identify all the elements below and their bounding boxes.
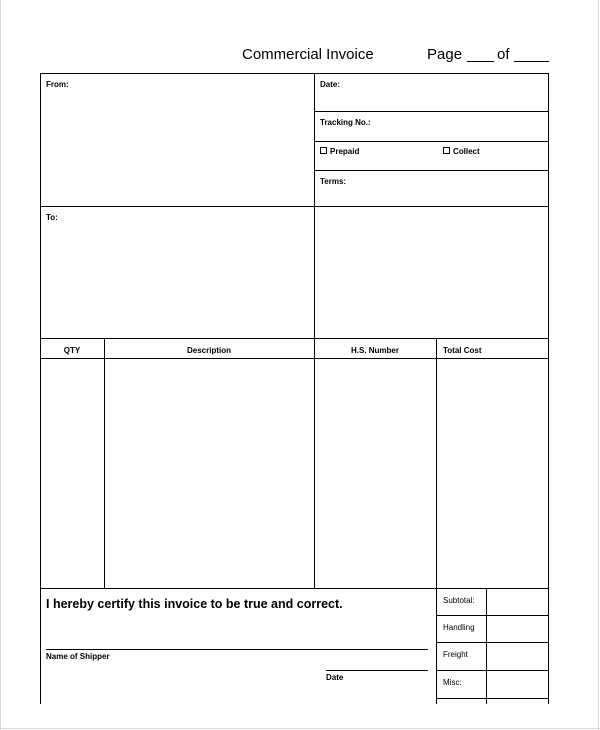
page-label: Page xyxy=(427,46,463,63)
collect-label: Collect xyxy=(453,147,480,156)
misc-label: Misc: xyxy=(443,678,462,687)
to-section-divider xyxy=(40,338,549,339)
form-top-border xyxy=(40,73,549,74)
page-total-blank[interactable] xyxy=(514,61,549,62)
form-right-border xyxy=(548,73,549,704)
form-left-border xyxy=(40,73,41,704)
from-label: From: xyxy=(46,80,69,89)
table-body-divider xyxy=(40,588,549,589)
tracking-row-divider xyxy=(314,141,549,142)
collect-checkbox-icon[interactable] xyxy=(443,147,450,154)
handling-label: Handling xyxy=(443,623,475,632)
subtotal-row-divider xyxy=(437,615,549,616)
column-header-qty: QTY xyxy=(63,346,81,355)
collect-option[interactable] xyxy=(443,147,480,156)
shipper-signature-line[interactable] xyxy=(46,649,428,650)
totals-value-divider xyxy=(486,588,487,704)
invoice-title: Commercial Invoice xyxy=(242,46,374,63)
subtotal-label: Subtotal: xyxy=(443,596,475,605)
page-of-label: of xyxy=(497,46,510,63)
date-label: Date: xyxy=(320,80,341,89)
misc-row-divider xyxy=(437,698,549,699)
shipper-name-label: Name of Shipper xyxy=(46,652,110,661)
qty-column-divider xyxy=(104,338,105,588)
freight-row-divider xyxy=(437,670,549,671)
page-border-left xyxy=(0,0,1,730)
handling-row-divider xyxy=(437,642,549,643)
certification-date-label: Date xyxy=(326,673,344,682)
certification-statement: I hereby certify this invoice to be true and correct. xyxy=(46,597,343,611)
column-header-total-cost: Total Cost xyxy=(443,346,482,355)
tracking-number-label: Tracking No.: xyxy=(320,118,371,127)
table-header-divider xyxy=(40,358,549,359)
prepaid-option[interactable] xyxy=(320,147,359,156)
date-row-divider xyxy=(314,111,549,112)
page-border-right xyxy=(598,0,599,730)
payment-row-divider xyxy=(314,170,549,171)
total-cost-column-divider xyxy=(436,338,437,704)
freight-label: Freight xyxy=(443,650,468,659)
page-number-blank[interactable] xyxy=(467,61,494,62)
to-label: To: xyxy=(46,213,58,222)
terms-label: Terms: xyxy=(320,177,347,186)
center-column-divider xyxy=(314,73,315,588)
prepaid-checkbox-icon[interactable] xyxy=(320,147,327,154)
column-header-hs-number: H.S. Number xyxy=(350,346,399,355)
column-header-description: Description xyxy=(186,346,231,355)
from-section-divider xyxy=(40,206,549,207)
page-border-bottom xyxy=(0,728,600,729)
prepaid-label: Prepaid xyxy=(330,147,360,156)
certification-date-line[interactable] xyxy=(326,670,428,671)
